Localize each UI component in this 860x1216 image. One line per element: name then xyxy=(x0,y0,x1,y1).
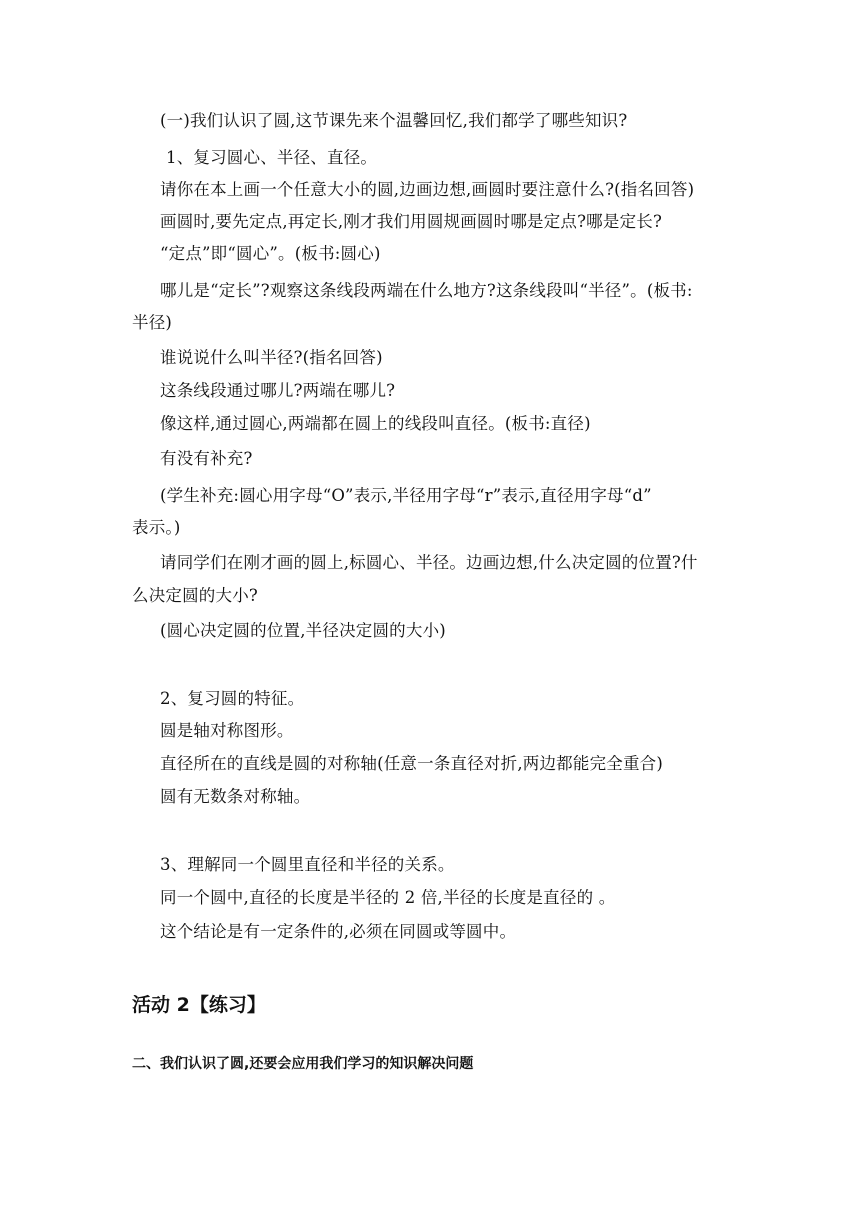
paragraph-student-addition: (学生补充:圆心用字母“O”表示,半径用字母“r”表示,直径用字母“d” xyxy=(160,486,652,505)
paragraph-draw-circle: 请你在本上画一个任意大小的圆,边画边想,画圆时要注意什么?(指名回答) xyxy=(160,180,695,199)
paragraph-radius-question: 哪儿是“定长”?观察这条线段两端在什么地方?这条线段叫“半径”。(板书: xyxy=(160,281,693,300)
subheading-diameter-radius-relation: 3、理解同一个圆里直径和半径的关系。 xyxy=(160,855,455,874)
section-heading: 二、我们认识了圆,还要会应用我们学习的知识解决问题 xyxy=(132,1056,474,1072)
paragraph-student-addition-continued: 表示。) xyxy=(132,518,181,537)
paragraph-axis-symmetric: 圆是轴对称图形。 xyxy=(160,721,294,740)
paragraph-condition-same-circle: 这个结论是有一定条件的,必须在同圆或等圆中。 xyxy=(160,922,517,941)
paragraph-position-size-answer: (圆心决定圆的位置,半径决定圆的大小) xyxy=(160,621,446,640)
paragraph-mark-center-radius: 请同学们在刚才画的圆上,标圆心、半径。边画边想,什么决定圆的位置?什 xyxy=(160,553,698,572)
paragraph-diameter-definition: 像这样,通过圆心,两端都在圆上的线段叫直径。(板书:直径) xyxy=(160,414,591,433)
paragraph-mark-center-radius-continued: 么决定圆的大小? xyxy=(132,586,258,605)
paragraph-fixed-point-length: 画圆时,要先定点,再定长,刚才我们用圆规画圆时哪是定点?哪是定长? xyxy=(160,212,663,231)
paragraph-what-is-radius: 谁说说什么叫半径?(指名回答) xyxy=(160,348,383,367)
paragraph-symmetry-axis: 直径所在的直线是圆的对称轴(任意一条直径对折,两边都能完全重合) xyxy=(160,754,664,773)
paragraph-any-addition: 有没有补充? xyxy=(160,449,253,468)
activity-heading: 活动 2【练习】 xyxy=(132,994,266,1016)
subheading-review-center-radius-diameter: 1、复习圆心、半径、直径。 xyxy=(166,148,378,167)
paragraph-radius-question-continued: 半径) xyxy=(132,313,173,332)
paragraph-infinite-axes: 圆有无数条对称轴。 xyxy=(160,787,311,806)
paragraph-review-intro: (一)我们认识了圆,这节课先来个温馨回忆,我们都学了哪些知识? xyxy=(160,111,628,130)
paragraph-segment-ends: 这条线段通过哪儿?两端在哪儿? xyxy=(160,381,396,400)
paragraph-center-definition: “定点”即“圆心”。(板书:圆心) xyxy=(160,244,381,263)
subheading-circle-features: 2、复习圆的特征。 xyxy=(160,689,305,708)
paragraph-diameter-twice-radius: 同一个圆中,直径的长度是半径的 2 倍,半径的长度是直径的 。 xyxy=(160,888,616,907)
